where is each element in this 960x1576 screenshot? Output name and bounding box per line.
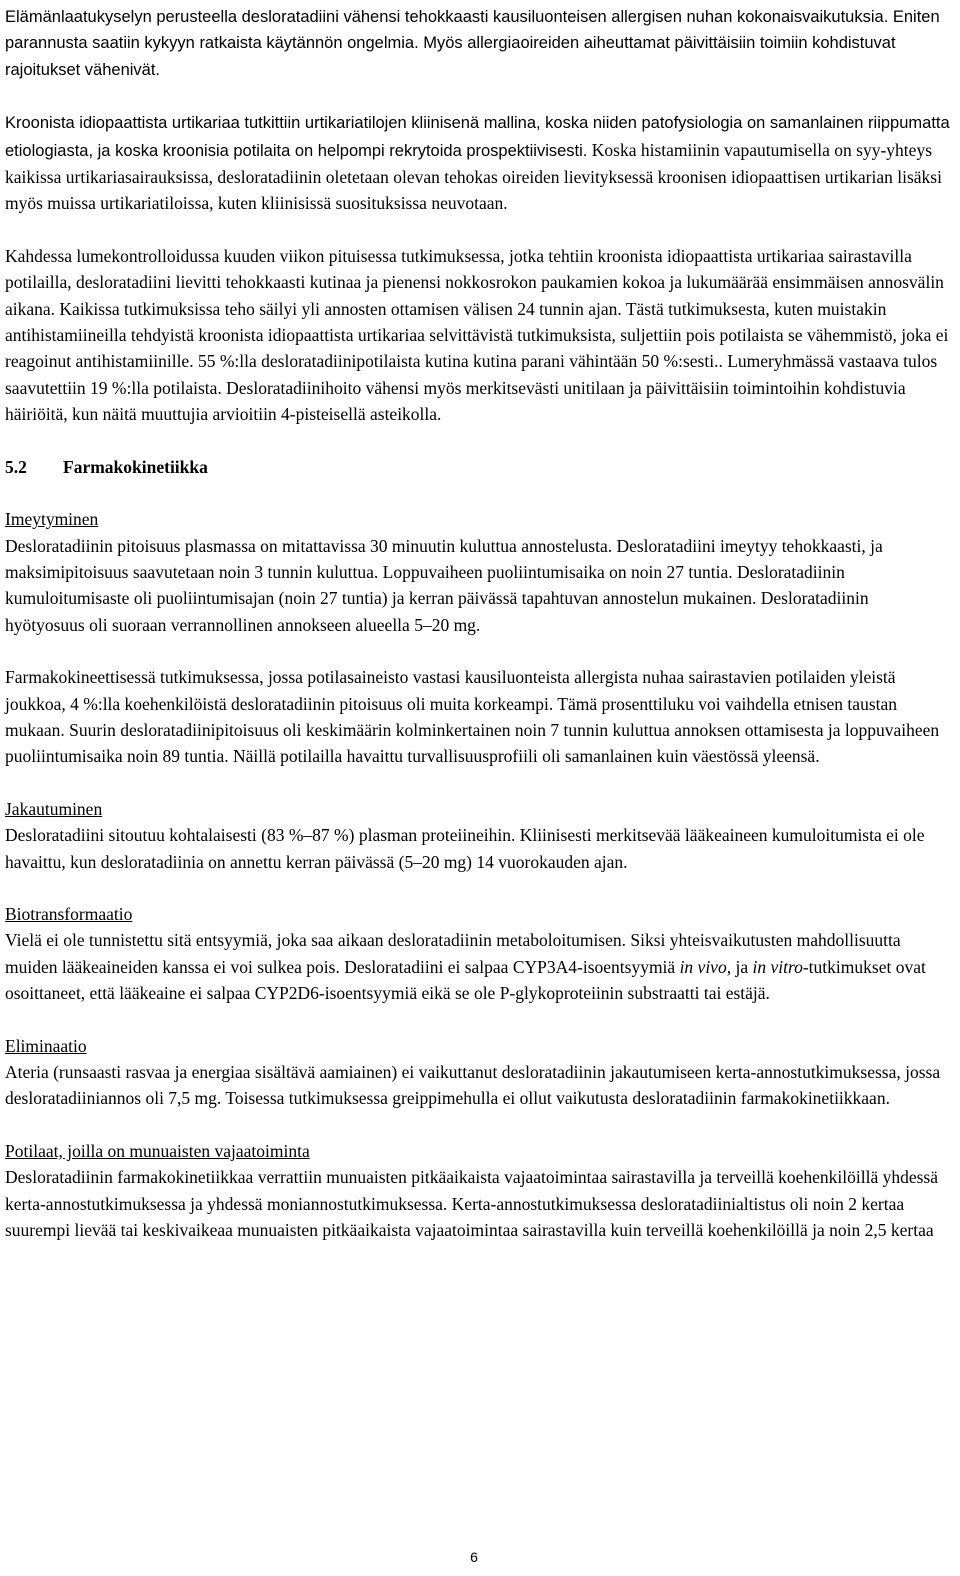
renal-block — [5, 1138, 950, 1244]
distribution-paragraph: Desloratadiini sitoutuu kohtalaisesti (83 %–87 %) plasman proteiineihin. Kliinisesti merkitsevää lääkeaineen kumuloitumista ei ole havaittu, kun desloratadiinia on annettu kerran päivässä (5–20 mg) 14 vuorokauden ajan. — [5, 825, 925, 872]
distribution-block — [5, 796, 950, 875]
paragraph-urticaria-model — [5, 109, 950, 217]
paragraph-placebo-studies: Kahdessa lumekontrolloidussa kuuden viikon pituisessa tutkimuksessa, jotka tehtiin kroonista idiopaattista urtikariaa sairastavilla potilailla, desloratadiini lievitti tehokkaasti kutinaa ja pienensi nokkosrokon paukamien kokoa ja lukumäärää ensimmäisen annosvälin aikana. Kaikissa tutkimuksissa teho säilyi yli annosten ottamisen välisen 24 tunnin ajan. Tästä tutkimuksesta, kuten muistakin antihistamiineilla tehdyistä kroonista idiopaattista urtikariaa selvittävistä tutkimuksista, suljettiin pois potilaista se vähemmistö, joka ei reagoinut antihistamiinille. 55 %:lla desloratadiinipotilaista kutina kutina parani vähintään 50 %:sesti.. Lumeryhmässä vastaava tulos saavutettiin 19 %:lla potilaista. Desloratadiinihoito vähensi myös merkitsevästi unitilaan ja päivittäisiin toimintoihin kohdistuvia häiriöitä, kun näitä muuttujia arvioitiin 4-pisteisellä asteikolla. — [5, 245, 949, 425]
renal-heading: Potilaat, joilla on munuaisten vajaatoiminta — [5, 1140, 310, 1161]
absorption-block — [5, 506, 950, 638]
biotransformation-text-1: Vielä ei ole tunnistettu sitä entsyymiä, joka saa aikaan desloratadiinin metaboloitumisen. Siksi yhteisvaikutusten mahdollisuutta muiden lääkeaineiden kanssa ei voi sulkea pois. Desloratadiini ei salpaa CYP3A4-isoentsyymiä — [5, 930, 901, 977]
page-number: 6 — [470, 1549, 478, 1565]
section-number: 5.2 — [5, 456, 27, 477]
in-vivo-term: in vivo, — [679, 956, 732, 977]
document-page — [5, 4, 950, 1269]
section-heading — [5, 454, 950, 480]
renal-paragraph: Desloratadiinin farmakokinetiikkaa verrattiin munuaisten pitkäaikaista vajaatoimintaa sairastavilla ja terveillä koehenkilöillä yhdessä kerta-annostutkimuksessa ja yhdessä moniannostutkimuksessa. Kerta-annostutkimuksessa desloratadiinialtistus oli noin 2 kertaa suurempi lievää tai keskivaikeaa munuaisten pitkäaikaista vajaatoimintaa sairastavilla kuin terveillä koehenkilöillä ja noin 2,5 kertaa — [5, 1167, 939, 1241]
biotransformation-text-2: ja — [731, 956, 753, 977]
absorption-heading: Imeytyminen — [5, 509, 99, 530]
paragraph-quality-of-life: Elämänlaatukyselyn perusteella desloratadiini vähensi tehokkaasti kausiluonteisen allergisen nuhan kokonaisvaikutuksia. Eniten parannusta saatiin kykyyn ratkaista käytännön ongelmia. Myös allergiaoireiden aiheuttamat päivittäisiin toimiin kohdistuvat rajoitukset vähenivät. — [5, 8, 940, 79]
elimination-paragraph: Ateria (runsaasti rasvaa ja energiaa sisältävä aamiainen) ei vaikuttanut desloratadiinin jakautumiseen kerta-annostutkimuksessa, jossa desloratadiiniannos oli 7,5 mg. Toisessa tutkimuksessa greippimehulla ei ollut vaikutusta desloratadiinin farmakokinetiikkaan. — [5, 1062, 941, 1109]
paragraph-pharmacokinetic-study: Farmakokineettisessä tutkimuksessa, jossa potilasaineisto vastasi kausiluonteista allergista nuhaa sairastavien potilaiden yleistä joukkoa, 4 %:lla koehenkilöistä desloratadiinin pitoisuus oli muita korkeampi. Tämä prosenttiluku voi vaihdella etnisen taustan mukaan. Suurin desloratadiinipitoisuus oli keskimäärin kolminkertainen noin 7 tunnin kuluttua annoksen ottamisesta ja loppuvaiheen puoliintumisaika noin 89 tuntia. Näillä potilailla havaittu turvallisuusprofiili oli samanlainen kuin väestössä yleensä. — [5, 667, 940, 767]
urticaria-model-sans-text: Kroonista idiopaattista urtikariaa tutkittiin urtikariatilojen kliinisenä mallina, koska niiden patofysiologia on samanlainen riippumatta etiologiasta, ja koska kroonisia potilaita on helpompi rekrytoida prospektiivisesti. — [5, 114, 950, 160]
biotransformation-heading: Biotransformaatio — [5, 903, 133, 924]
section-title: Farmakokinetiikka — [63, 456, 208, 477]
urticaria-model-serif-text: Koska histamiinin vapautumisella on syy-yhteys kaikissa urtikariasairauksissa, desloratadiinin oletetaan olevan tehokas oireiden lievityksessä kroonisen idiopaattisen urtikarian lisäksi myös muissa urtikariatiloissa, kuten kliinisissä suosituksissa neuvotaan. — [5, 139, 942, 214]
elimination-block — [5, 1033, 950, 1112]
distribution-heading: Jakautuminen — [5, 798, 103, 819]
in-vitro-term: in vitro — [752, 956, 803, 977]
absorption-paragraph: Desloratadiinin pitoisuus plasmassa on mitattavissa 30 minuutin kuluttua annostelusta. Desloratadiini imeytyy tehokkaasti, ja maksimipitoisuus saavutetaan noin 3 tunnin kuluttua. Loppuvaiheen puoliintumisaika on noin 27 tuntia. Desloratadiinin kumuloitumisaste oli puoliintumisajan (noin 27 tuntia) ja kerran päivässä tapahtuvan annostelun mukainen. Desloratadiinin hyötyosuus oli suoraan verrannollinen annokseen alueella 5–20 mg. — [5, 535, 883, 635]
elimination-heading: Eliminaatio — [5, 1035, 87, 1056]
biotransformation-block — [5, 901, 950, 1007]
biotransformation-text-3: -tutkimukset ovat osoittaneet, että lääkeaine ei salpaa CYP2D6-isoentsyymiä eikä se ole P-glykoproteiinin substraatti tai estäjä. — [5, 956, 926, 1004]
